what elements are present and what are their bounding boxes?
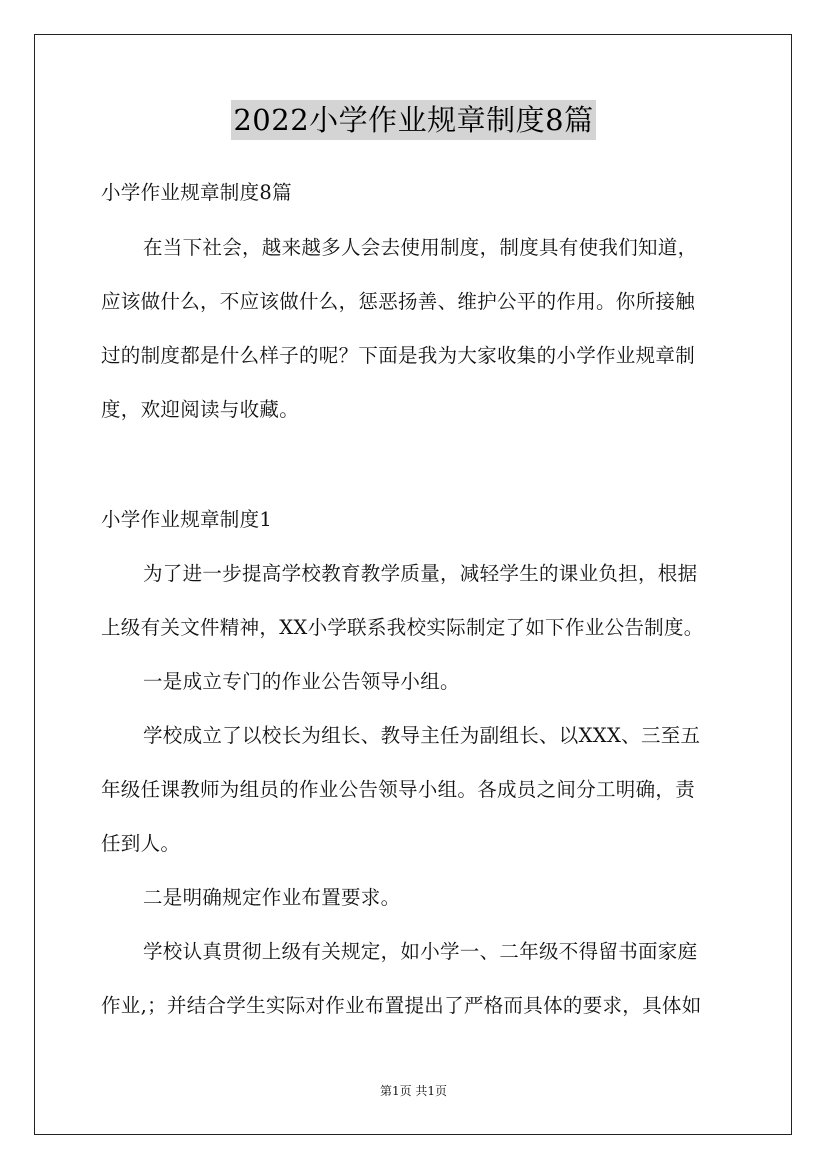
paragraph-line: 应该做什么，不应该做什么，惩恶扬善、维护公平的作用。你所接触 — [101, 290, 696, 313]
paragraph-line: 在当下社会，越来越多人会去使用制度，制度具有使我们知道， — [143, 236, 698, 259]
paragraph-line: 度，欢迎阅读与收藏。 — [101, 398, 300, 421]
paragraph-line: 为了进一步提高学校教育教学质量，减轻学生的课业负担，根据 — [143, 562, 698, 585]
paragraph-line: 任到人。 — [101, 832, 181, 855]
paragraph-line: 上级有关文件精神，XX小学联系我校实际制定了如下作业公告制度。 — [101, 616, 704, 639]
paragraph-line: 过的制度都是什么样子的呢？下面是我为大家收集的小学作业规章制 — [101, 344, 696, 367]
paragraph-line: 学校成立了以校长为组长、教导主任为副组长、以XXX、三至五 — [143, 724, 701, 747]
document-title: 2022小学作业规章制度8篇 — [231, 100, 595, 140]
paragraph-line: 二是明确规定作业布置要求。 — [143, 886, 401, 909]
paragraph-line: 一是成立专门的作业公告领导小组。 — [143, 670, 460, 693]
section-heading-1: 小学作业规章制度1 — [101, 508, 273, 531]
paragraph-line: 作业,；并结合学生实际对作业布置提出了严格而具体的要求，具体如 — [101, 994, 702, 1017]
paragraph-line: 年级任课教师为组员的作业公告领导小组。各成员之间分工明确，责 — [101, 778, 696, 801]
paragraph-line: 学校认真贯彻上级有关规定，如小学一、二年级不得留书面家庭 — [143, 940, 698, 963]
title-container — [0, 100, 827, 140]
page-footer: 第1页 共1页 — [379, 1084, 448, 1098]
section-heading-intro: 小学作业规章制度8篇 — [101, 181, 292, 204]
